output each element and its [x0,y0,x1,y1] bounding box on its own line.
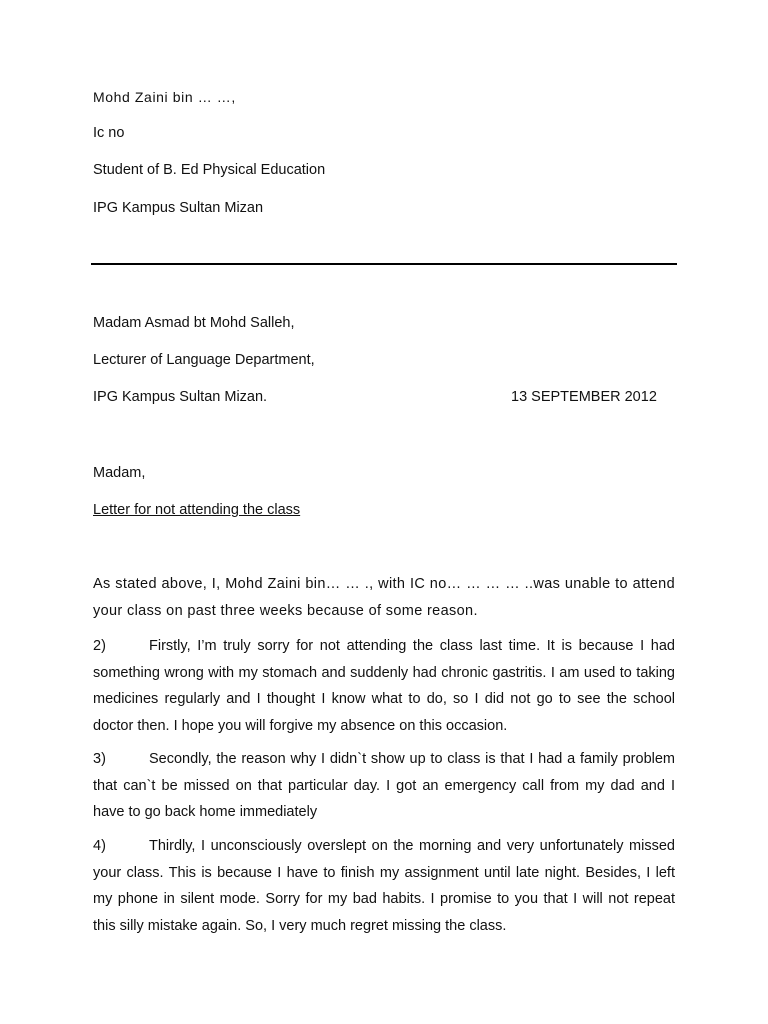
sender-ic: Ic no [93,125,125,141]
paragraph-text: Secondly, the reason why I didn`t show up to class is that I had a family problem that can`t be missed on that particular day. I got an emergency call from my dad and I have to go back home immediately [93,751,675,820]
subject-line: Letter for not attending the class [93,502,301,518]
salutation: Madam, [93,465,146,481]
sender-name: Mohd Zaini bin … …, [93,89,236,105]
intro-text: As stated above, I, Mohd Zaini bin… … ., with IC no… … … … ..was unable to attend your class on past three weeks because of some reason. [93,576,675,619]
recipient-name: Madam Asmad bt Mohd Salleh, [93,315,295,331]
recipient-title: Lecturer of Language Department, [93,352,315,368]
paragraph-2 [93,633,675,739]
header-divider [91,263,677,265]
paragraph-3 [93,746,675,826]
recipient-institution: IPG Kampus Sultan Mizan. [93,389,268,405]
paragraph-number: 2) [93,638,106,654]
paragraph-4 [93,833,675,939]
paragraph-text: Firstly, I’m truly sorry for not attending the class last time. It is because I had something wrong with my stomach and suddenly had chronic gastritis. I am used to taking medicines regularly and I thought I know what to do, so I did not go to see the school doctor then. I hope you will forgive my absence on this occasion. [93,638,675,734]
sender-program: Student of B. Ed Physical Education [93,162,326,178]
paragraph-number: 3) [93,751,106,767]
paragraph-text: Thirdly, I unconsciously overslept on the morning and very unfortunately missed your class. This is because I have to finish my assignment until late night. Besides, I left my phone in silent mode. Sorry for my bad habits. I promise to you that I will not repeat this silly mistake again. So, I very much regret missing the class. [93,838,675,934]
paragraph-number: 4) [93,838,106,854]
intro-paragraph [93,571,675,624]
sender-institution: IPG Kampus Sultan Mizan [93,200,264,216]
letter-date: 13 SEPTEMBER 2012 [511,389,657,405]
